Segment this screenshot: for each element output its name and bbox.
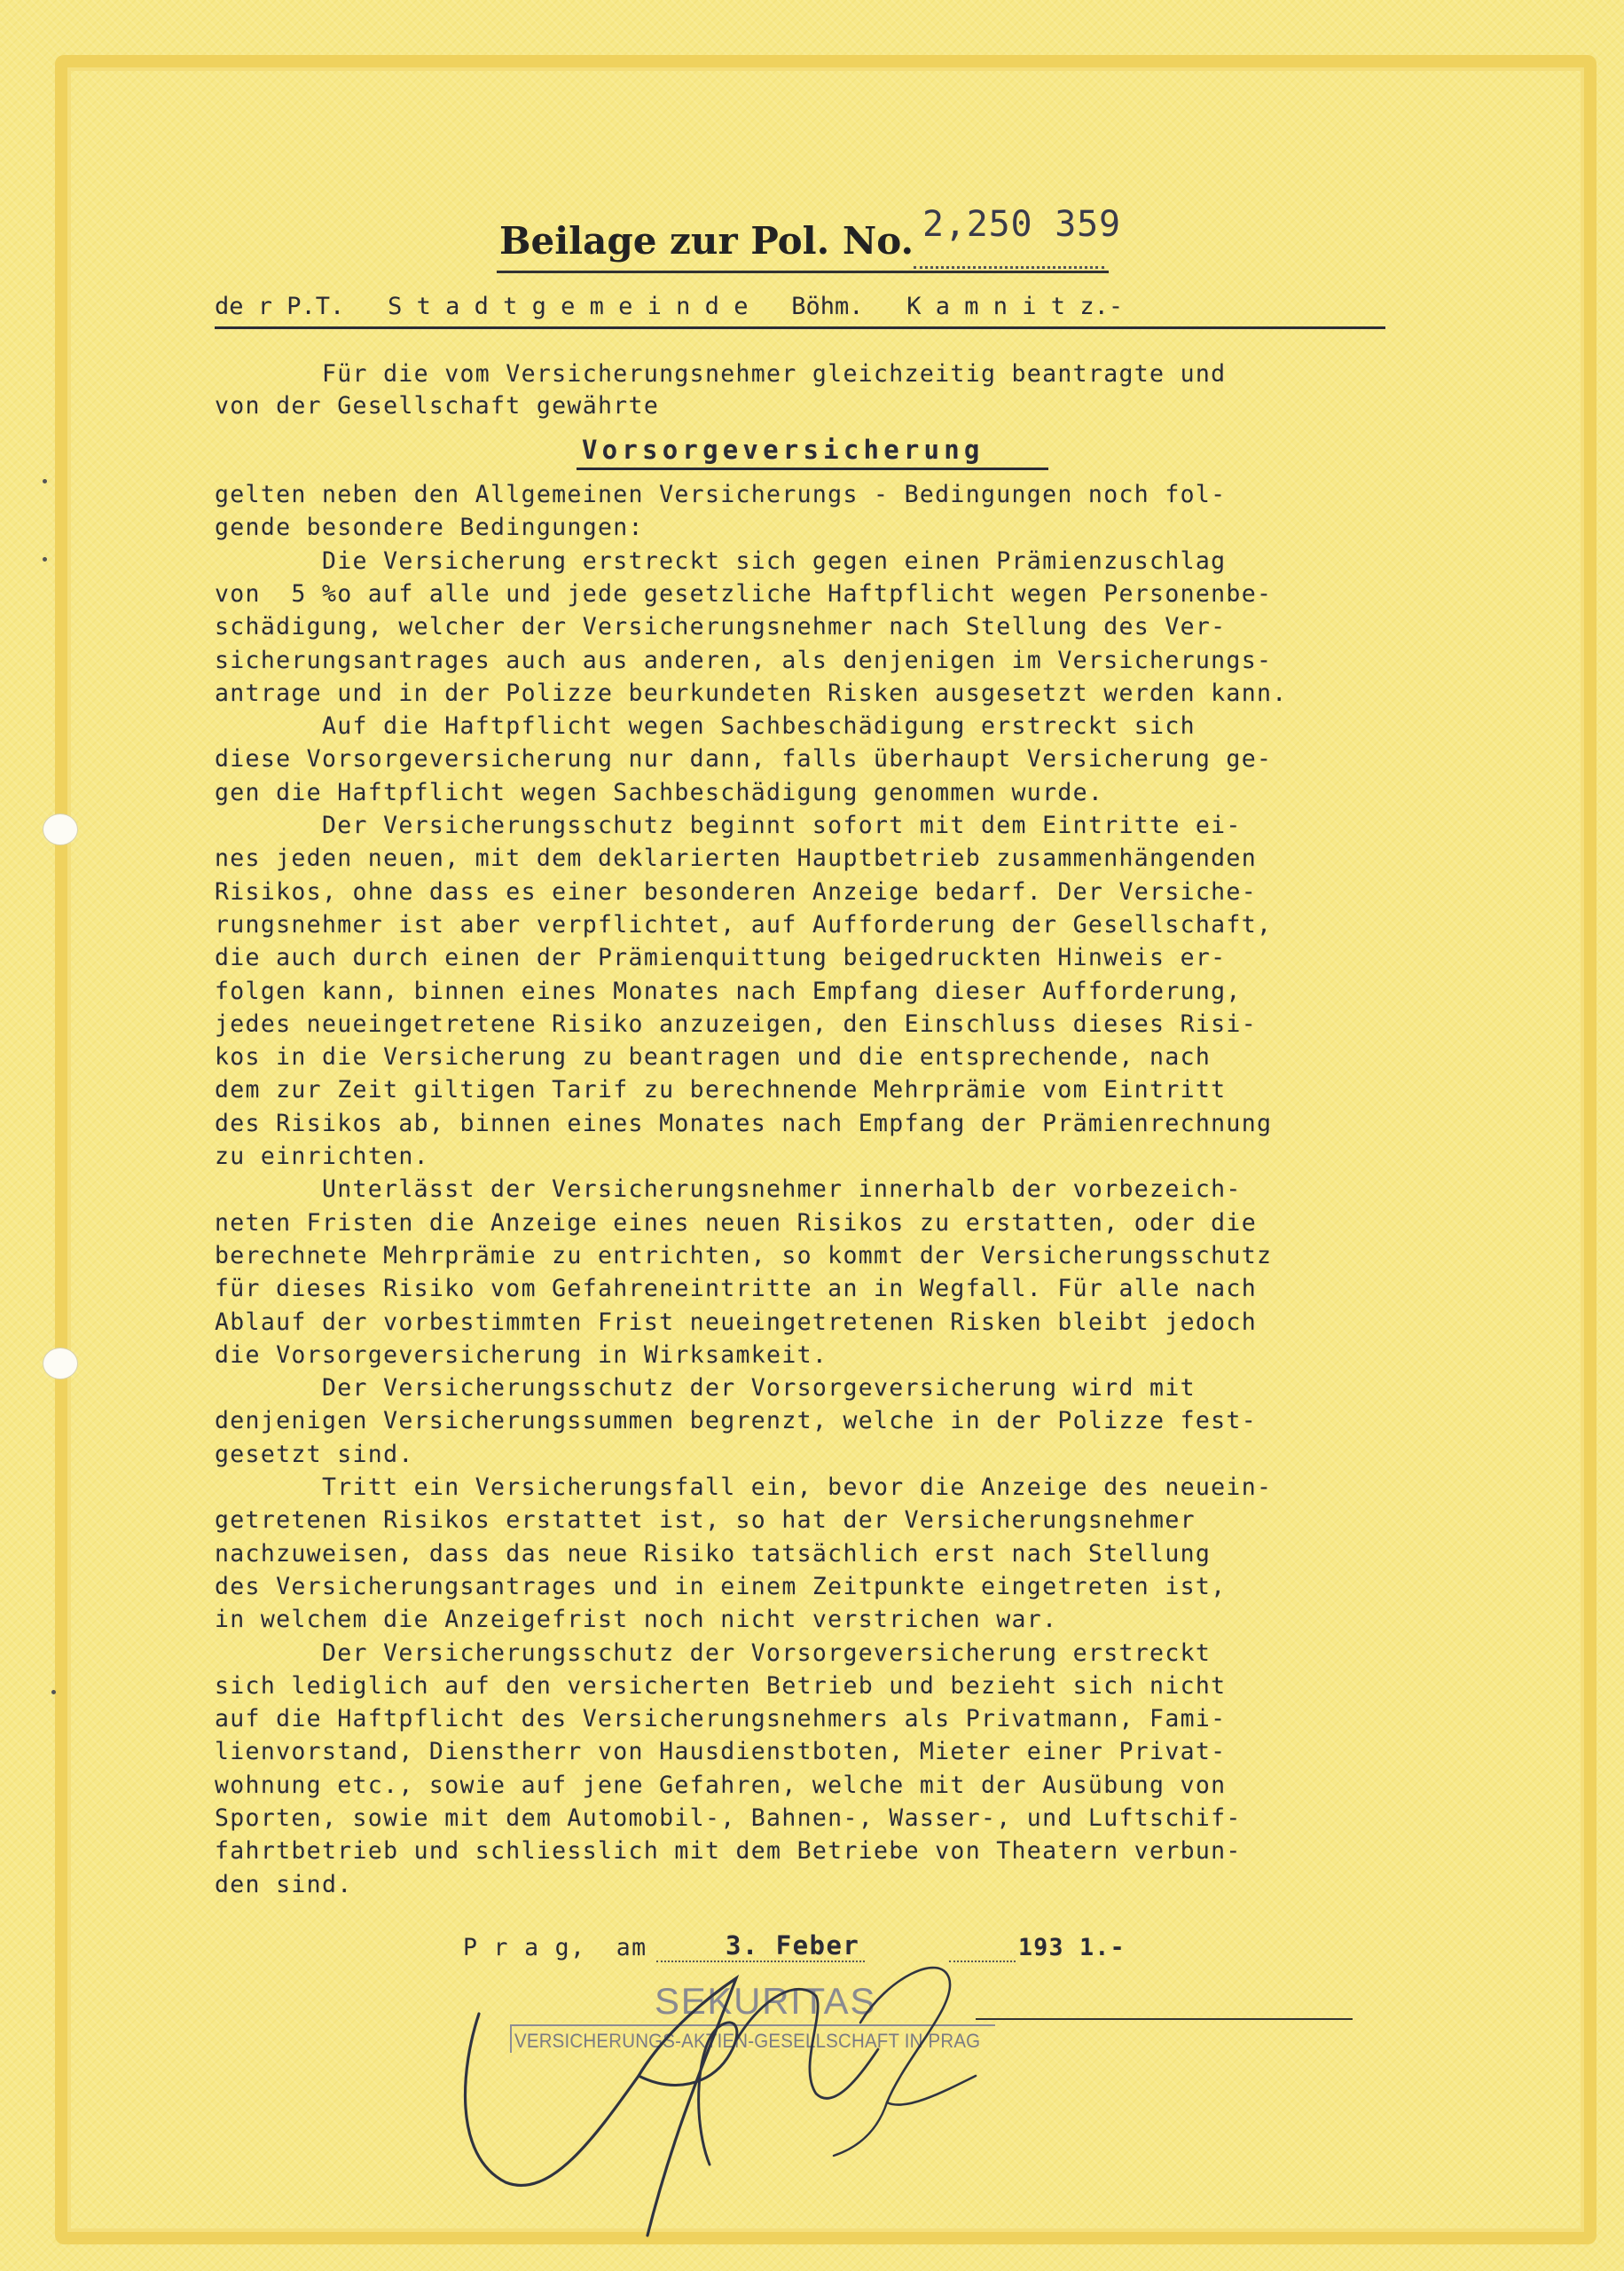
speck: [51, 1690, 56, 1694]
header-dotted-line: [914, 266, 1104, 269]
text-line: rungsnehmer ist aber verpflichtet, auf Aufforderung der Gesellschaft,: [215, 910, 1273, 939]
text-line: Der Versicherungsschutz der Vorsorgeversicherung wird mit: [215, 1374, 1196, 1403]
text-line: für dieses Risiko vom Gefahreneintritte an in Wegfall. Für alle nach: [215, 1275, 1257, 1303]
text-line: Ablauf der vorbestimmten Frist neueingetretenen Risken bleibt jedoch: [215, 1308, 1257, 1336]
intro-line: Für die vom Versicherungsnehmer gleichzeitig beantragte und: [215, 360, 1227, 388]
text-line: Auf die Haftpflicht wegen Sachbeschädigung erstreckt sich: [215, 712, 1196, 741]
text-line: Der Versicherungsschutz der Vorsorgeversicherung erstreckt: [215, 1638, 1212, 1667]
text-line: den sind.: [215, 1870, 353, 1898]
text-line: gen die Haftpflicht wegen Sachbeschädigung genommen wurde.: [215, 778, 1104, 806]
text-line: nes jeden neuen, mit dem deklarierten Hauptbetrieb zusammenhängenden: [215, 845, 1257, 873]
date-day-month: 3. Feber: [726, 1930, 860, 1961]
section-heading-underline: [577, 468, 1048, 470]
text-line: in welchem die Anzeigefrist noch nicht verstrichen war.: [215, 1606, 1058, 1634]
policy-number: 2,250 359: [922, 204, 1121, 245]
section-heading: Vorsorgeversicherung: [582, 435, 985, 465]
text-line: Der Versicherungsschutz beginnt sofort mit dem Eintritte ei-: [215, 812, 1242, 839]
text-line: berechnete Mehrprämie zu entrichten, so kommt der Versicherungsschutz: [215, 1241, 1273, 1269]
text-line: schädigung, welcher der Versicherungsnehmer nach Stellung des Ver-: [215, 613, 1227, 641]
text-line: denjenigen Versicherungssummen begrenzt, welche in der Polizze fest-: [215, 1407, 1257, 1435]
text-line: gende besondere Bedingungen:: [215, 514, 644, 542]
text-line: wohnung etc., sowie auf jene Gefahren, welche mit der Ausübung von: [215, 1771, 1227, 1799]
text-line: getretenen Risikos erstattet ist, so hat der Versicherungsnehmer: [215, 1506, 1196, 1535]
text-line: kos in die Versicherung zu beantragen und die entsprechende, nach: [215, 1043, 1212, 1072]
stamp-company: SEKURITAS: [655, 1980, 877, 2022]
addressee-line: de r P.T. S t a d t g e m e i n d e Böhm. K a m n i t z.-: [215, 293, 1124, 320]
text-line: sicherungsantrages auch aus anderen, als denjenigen im Versicherungs-: [215, 646, 1273, 674]
stamp-text: VERSICHERUNGS-AKTIEN-GESELLSCHAFT IN PRAG: [514, 2030, 981, 2052]
intro-line: von der Gesellschaft gewährte: [215, 392, 660, 420]
text-line: neten Fristen die Anzeige eines neuen Risikos zu erstatten, oder die: [215, 1208, 1257, 1237]
text-line: des Versicherungsantrages und in einem Zeitpunkte eingetreten ist,: [215, 1572, 1227, 1600]
text-line: zu einrichten.: [215, 1143, 429, 1170]
text-line: nachzuweisen, dass das neue Risiko tatsächlich erst nach Stellung: [215, 1539, 1212, 1568]
date-place: P r a g, am: [463, 1934, 647, 1961]
punch-hole: [43, 1348, 78, 1379]
text-line: fahrtbetrieb und schliesslich mit dem Betriebe von Theatern verbun-: [215, 1837, 1242, 1866]
text-line: Tritt ein Versicherungsfall ein, bevor die Anzeige des neuein-: [215, 1473, 1273, 1501]
addressee-underline: [215, 326, 1385, 329]
signature-line: [976, 2018, 1353, 2020]
text-line: gesetzt sind.: [215, 1440, 414, 1468]
text-line: jedes neueingetretene Risiko anzuzeigen, den Einschluss dieses Risi-: [215, 1010, 1257, 1038]
header-title: Beilage zur Pol. No.: [499, 219, 914, 263]
text-line: Unterlässt der Versicherungsnehmer innerhalb der vorbezeich-: [215, 1175, 1242, 1204]
text-line: diese Vorsorgeversicherung nur dann, falls überhaupt Versicherung ge-: [215, 745, 1273, 774]
speck: [43, 479, 47, 483]
text-line: gelten neben den Allgemeinen Versicherungs - Bedingungen noch fol-: [215, 481, 1227, 508]
punch-hole: [43, 813, 78, 845]
handwritten-signature: [443, 1943, 1011, 2253]
text-line: Die Versicherung erstreckt sich gegen einen Prämienzuschlag: [215, 546, 1227, 575]
text-line: die auch durch einen der Prämienquittung beigedruckten Hinweis er-: [215, 944, 1227, 972]
text-line: des Risikos ab, binnen eines Monates nach Empfang der Prämienrechnung: [215, 1109, 1273, 1137]
text-line: von 5 %o auf alle und jede gesetzliche Haftpflicht wegen Personenbe-: [215, 579, 1273, 608]
text-line: lienvorstand, Dienstherr von Hausdienstboten, Mieter einer Privat-: [215, 1738, 1227, 1766]
header-underline: [497, 271, 1109, 273]
text-line: folgen kann, binnen eines Monates nach Empfang dieser Aufforderung,: [215, 977, 1242, 1005]
text-line: die Vorsorgeversicherung in Wirksamkeit.: [215, 1340, 828, 1369]
text-line: sich lediglich auf den versicherten Betrieb und bezieht sich nicht: [215, 1671, 1227, 1700]
text-line: Sporten, sowie mit dem Automobil-, Bahnen-, Wasser-, und Luftschif-: [215, 1804, 1242, 1832]
speck: [43, 557, 47, 562]
text-line: dem zur Zeit giltigen Tarif zu berechnende Mehrprämie vom Eintritt: [215, 1076, 1227, 1104]
text-line: antrage und in der Polizze beurkundeten Risken ausgesetzt werden kann.: [215, 679, 1288, 707]
text-line: Risikos, ohne dass es einer besonderen Anzeige bedarf. Der Versiche-: [215, 877, 1257, 906]
date-year: 193 1.-: [1018, 1934, 1126, 1961]
text-line: auf die Haftpflicht des Versicherungsnehmers als Privatmann, Fami-: [215, 1705, 1227, 1733]
